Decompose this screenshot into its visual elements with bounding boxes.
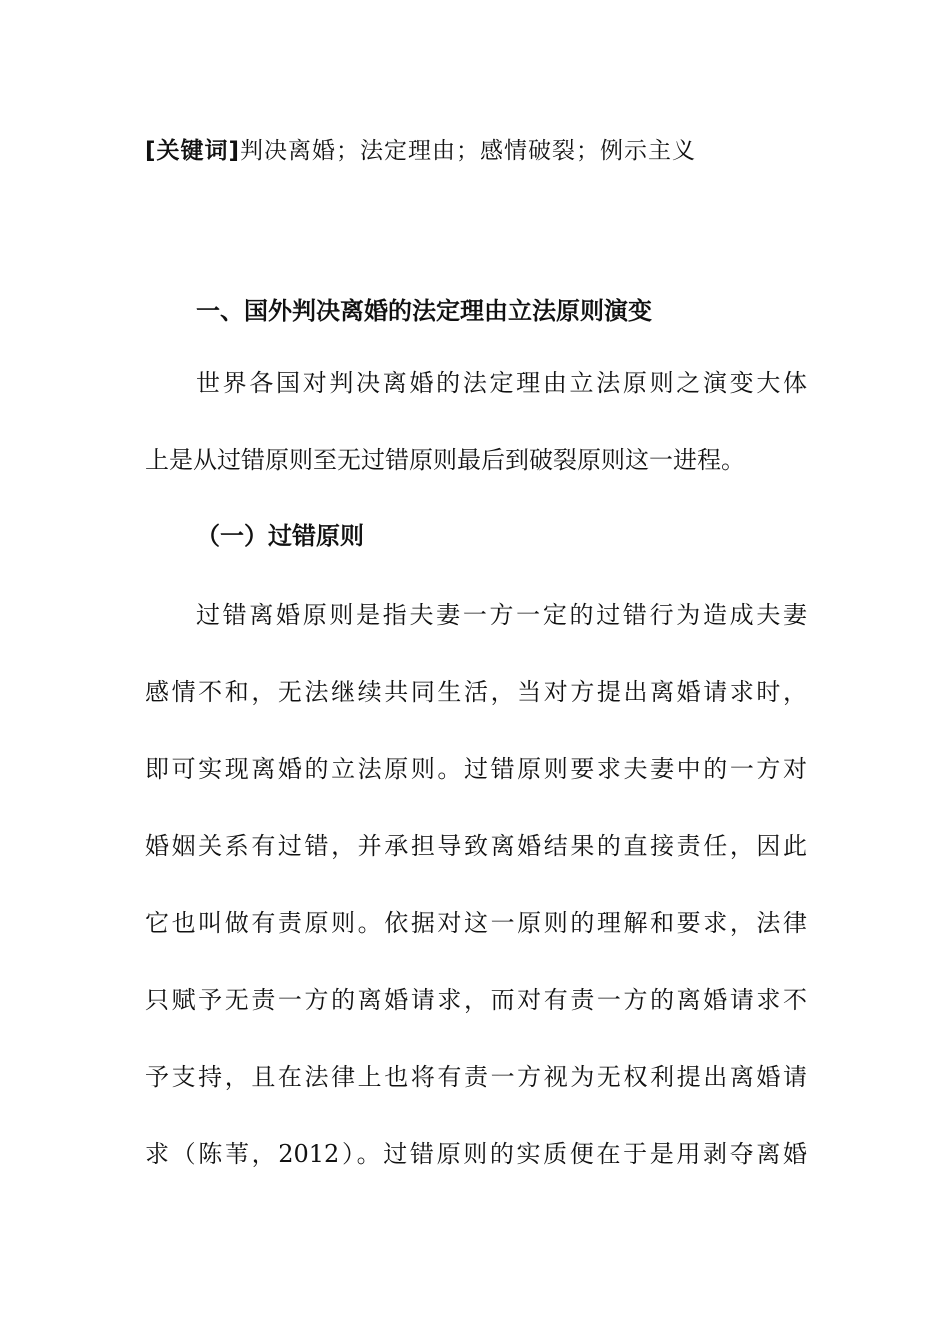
paragraph-line: 上是从过错原则至无过错原则最后到破裂原则这一进程。 [145,446,745,474]
paragraph-line: 即可实现离婚的立法原则。过错原则要求夫妻中的一方对 [145,755,807,783]
section-intro-paragraph [145,365,807,519]
keywords-line [145,133,696,169]
keywords-label: [关键词] [145,138,241,164]
paragraph-line: 感情不和，无法继续共同生活，当对方提出离婚请求时， [145,678,807,706]
paragraph-line: 它也叫做有责原则。依据对这一原则的理解和要求，法律 [145,909,807,937]
paragraph-line: 世界各国对判决离婚的法定理由立法原则之演变大体 [196,369,807,397]
subsection-heading: （一）过错原则 [196,522,364,550]
fault-principle-paragraph [145,597,807,1213]
paragraph-line: 婚姻关系有过错，并承担导致离婚结果的直接责任，因此 [145,832,807,860]
paragraph-line: 过错离婚原则是指夫妻一方一定的过错行为造成夫妻 [196,601,807,629]
section-heading: 一、国外判决离婚的法定理由立法原则演变 [196,297,652,325]
keywords-text: 判决离婚；法定理由；感情破裂；例示主义 [240,138,697,164]
paragraph-line: 予支持，且在法律上也将有责一方视为无权利提出离婚请 [145,1063,807,1091]
paragraph-line: 只赋予无责一方的离婚请求，而对有责一方的离婚请求不 [145,986,807,1014]
paragraph-line: 求（陈苇，2012）。过错原则的实质便在于是用剥夺离婚 [145,1140,807,1168]
